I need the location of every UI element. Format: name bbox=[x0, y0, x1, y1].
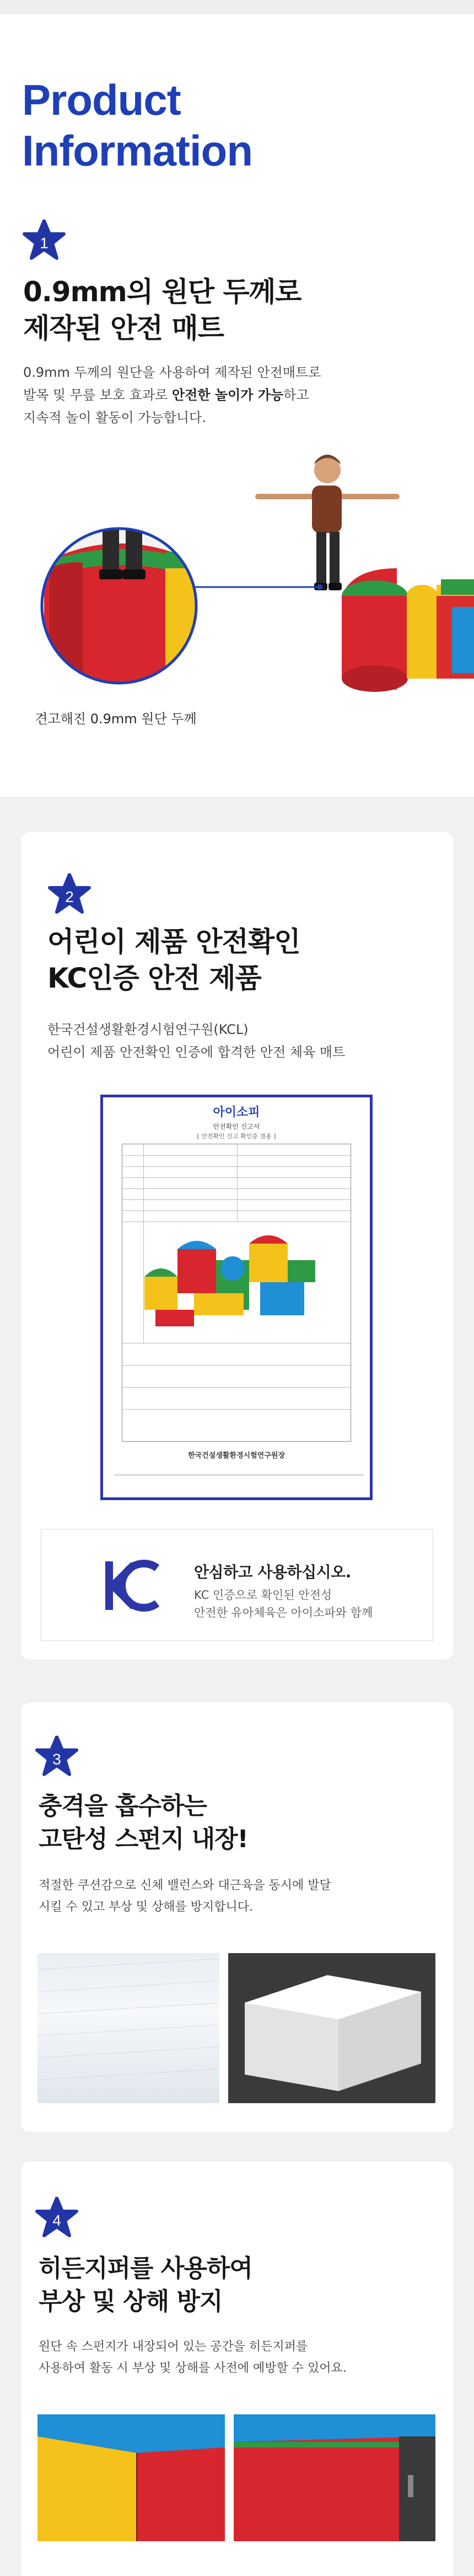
number-badge-4 bbox=[35, 2197, 79, 2241]
desc-text: 발목 및 무릎 보호 효과로 bbox=[23, 387, 172, 403]
section4-title-line2: 부상 및 상해 방지 bbox=[39, 2287, 223, 2316]
section2-title bbox=[47, 924, 300, 996]
zipper-corner-mat bbox=[37, 2414, 225, 2541]
certificate-footer-rule bbox=[114, 1475, 364, 1478]
section-hidden-zipper bbox=[21, 2162, 453, 2576]
section-high-elasticity-sponge bbox=[21, 1703, 453, 2132]
certificate-issuer: 한국건설생활환경시험연구원장 bbox=[188, 1452, 285, 1460]
page-title-line2: Information bbox=[22, 126, 252, 175]
child-figure bbox=[258, 455, 397, 590]
section-kc-certification bbox=[21, 832, 453, 1660]
section4-desc-line2: 사용하여 활동 시 부상 및 상해를 사전에 예방할 수 있어요. bbox=[39, 2361, 347, 2375]
badge-number: 3 bbox=[52, 1751, 61, 1768]
section1-desc-line2 bbox=[23, 384, 321, 407]
top-divider-strip bbox=[0, 0, 474, 14]
certificate-brand-logo: 아이소피 bbox=[213, 1106, 260, 1119]
section4-title-line1: 히든지퍼를 사용하여 bbox=[39, 2254, 252, 2282]
desc-text: 하고 bbox=[283, 387, 309, 403]
section1-desc-line1: 0.9mm 두께의 원단을 사용하여 제작된 안전매트로 bbox=[23, 365, 321, 380]
section3-title bbox=[39, 1790, 248, 1856]
badge-number: 4 bbox=[52, 2212, 61, 2229]
section1-desc-line3: 지속적 놀이 활동이 가능합니다. bbox=[23, 410, 206, 425]
desc-bold-text: 안전한 놀이가 가능 bbox=[171, 387, 284, 403]
page-title bbox=[22, 74, 252, 176]
section2-desc-line2: 어린이 제품 안전확인 인증에 합격한 안전 체육 매트 bbox=[47, 1044, 346, 1060]
badge-number: 1 bbox=[40, 234, 49, 252]
certificate-subheading: [ 안전확인 신고 확인증 겸용 ] bbox=[197, 1133, 276, 1140]
zoom-caption: 견고해진 0.9mm 원단 두께 bbox=[35, 711, 197, 727]
kc-notice-line1: KC 인증으로 확인된 안전성 bbox=[194, 1588, 332, 1602]
kc-safety-notice bbox=[41, 1529, 433, 1641]
zoom-detail-circle bbox=[39, 524, 204, 690]
number-badge-3 bbox=[35, 1736, 79, 1780]
section3-desc-line2: 시킬 수 있고 부상 및 상해를 방지합니다. bbox=[39, 1900, 253, 1914]
section3-desc-line1: 적절한 쿠션감으로 신체 밸런스와 대근육을 동시에 발달 bbox=[39, 1879, 331, 1892]
mat-blocks bbox=[342, 568, 474, 692]
certificate-heading: 안전확인 신고서 bbox=[213, 1123, 260, 1130]
zipper-corner-photo bbox=[37, 2414, 225, 2541]
section3-description bbox=[39, 1875, 331, 1918]
kc-notice-line2: 안전한 유아체육은 아이소파와 함께 bbox=[194, 1606, 373, 1619]
number-badge-1 bbox=[22, 220, 66, 264]
section1-title-line2: 제작된 안전 매트 bbox=[23, 312, 224, 344]
sponge-texture-photo bbox=[37, 1953, 219, 2103]
section3-title-line1: 충격을 흡수하는 bbox=[39, 1792, 207, 1820]
section2-desc-line1: 한국건설생활환경시험연구원(KCL) bbox=[47, 1022, 249, 1037]
sponge-texture-pattern bbox=[37, 1953, 219, 2103]
sponge-block-photo bbox=[228, 1953, 435, 2103]
section2-title-line1: 어린이 제품 안전확인 bbox=[47, 926, 300, 958]
section2-title-line2: KC인증 안전 제품 bbox=[47, 962, 261, 994]
child-on-mat-illustration bbox=[0, 430, 474, 739]
badge-number: 2 bbox=[65, 888, 74, 905]
section3-title-line2: 고탄성 스펀지 내장! bbox=[39, 1825, 248, 1853]
section1-description bbox=[23, 361, 321, 429]
section1-title bbox=[23, 274, 301, 346]
section1-title-line1: 0.9mm의 원단 두께로 bbox=[23, 276, 301, 308]
section4-title bbox=[39, 2252, 252, 2318]
section-fabric-thickness bbox=[0, 0, 474, 797]
section4-description bbox=[39, 2336, 347, 2379]
sponge-block-shape bbox=[228, 1953, 435, 2103]
page-title-line1: Product bbox=[22, 76, 181, 124]
zipper-edge-photo bbox=[234, 2414, 435, 2541]
section4-desc-line1: 원단 속 스펀지가 내장되어 있는 공간을 히든지퍼를 bbox=[39, 2340, 308, 2354]
section2-description bbox=[47, 1018, 345, 1064]
certificate-form-table bbox=[122, 1144, 351, 1442]
number-badge-2 bbox=[47, 873, 91, 918]
zipper-edge-mat bbox=[234, 2414, 435, 2541]
kc-notice-title: 안심하고 사용하십시오. bbox=[194, 1563, 351, 1581]
kc-mark-icon bbox=[102, 1556, 161, 1615]
kc-certificate-image bbox=[100, 1095, 373, 1500]
certificate-product-photo bbox=[133, 1227, 337, 1337]
